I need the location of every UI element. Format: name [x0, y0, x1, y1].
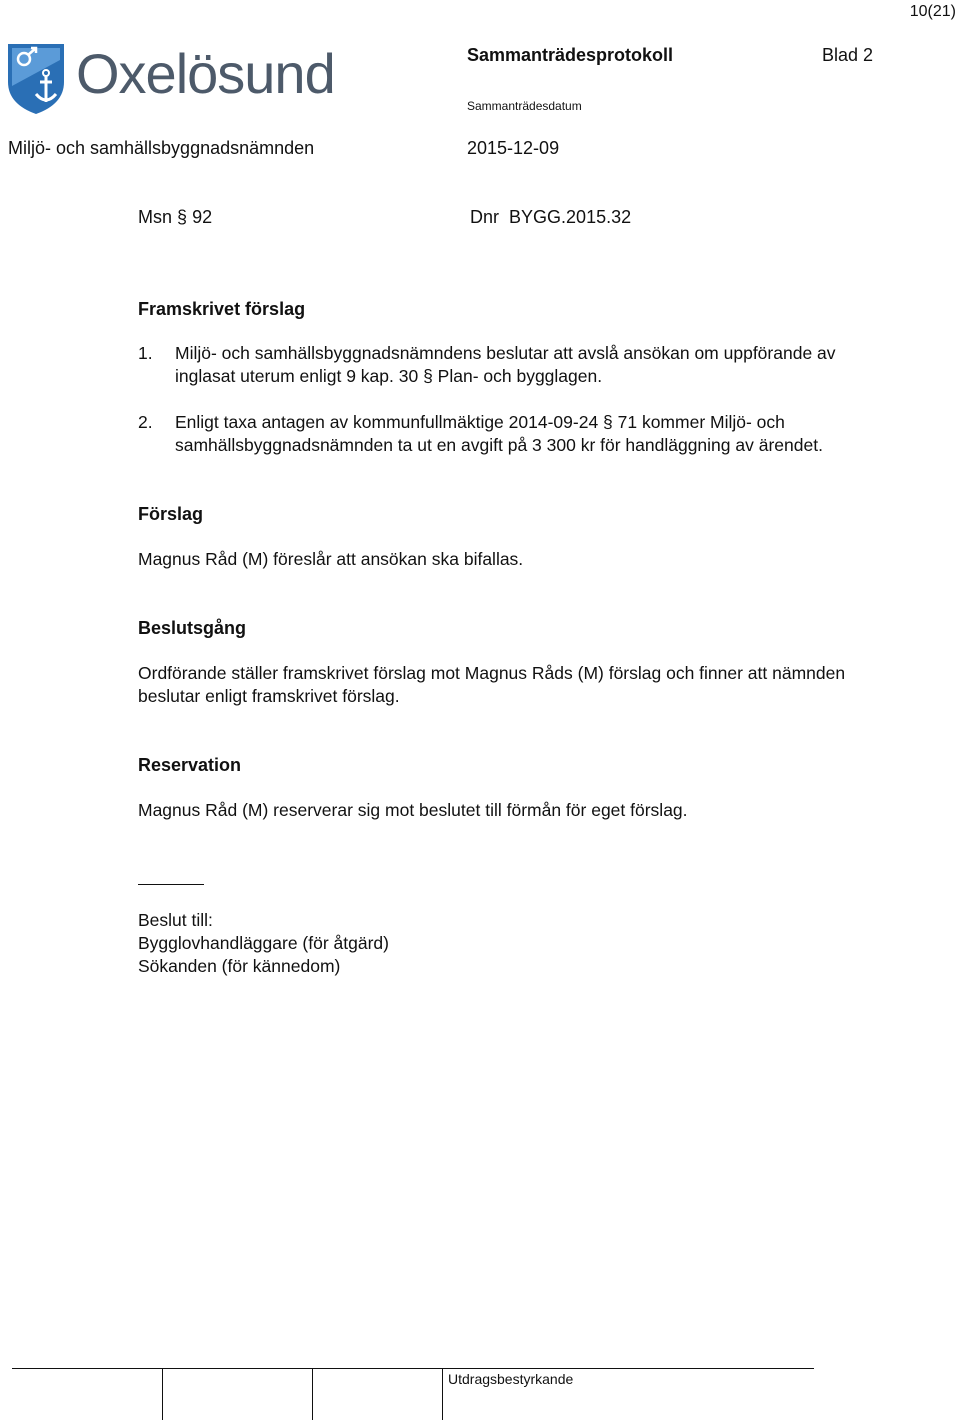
beslutsgang-heading: Beslutsgång — [138, 618, 247, 638]
signature-box — [162, 1368, 163, 1420]
list-item — [138, 342, 853, 388]
reservation-text: Magnus Råd (M) reserverar sig mot beslutet till förmån för eget förslag. — [138, 800, 688, 820]
framskrivet-list — [138, 342, 853, 457]
recipient-line: Sökanden (för kännedom) — [138, 956, 341, 976]
case-reference — [470, 207, 631, 228]
committee-name: Miljö- och samhällsbyggnadsnämnden — [8, 138, 315, 158]
meeting-date-label: Sammanträdesdatum — [467, 99, 582, 113]
beslutsgang-text: Ordförande ställer framskrivet förslag mot Magnus Råds (M) förslag och finner att nämnden beslutar enligt framskrivet förslag. — [138, 663, 846, 706]
sheet-number: Blad 2 — [822, 45, 874, 65]
list-item-number: 2. — [138, 412, 153, 432]
dnr-value: BYGG.2015.32 — [509, 207, 632, 227]
list-item-text: Miljö- och samhällsbyggnadsnämndens beslutar att avslå ansökan om uppförande av inglasat uterum enligt 9 kap. 30 § Plan- och bygglagen. — [175, 343, 836, 386]
protocol-body — [138, 298, 853, 978]
document-type: Sammanträdesprotokoll — [467, 45, 674, 65]
recipient-line: Bygglovhandläggare (för åtgärd) — [138, 933, 389, 953]
recipients-label: Beslut till: — [138, 910, 213, 930]
signature-box — [442, 1368, 443, 1420]
recipients — [138, 909, 853, 978]
coat-of-arms-icon — [6, 42, 66, 116]
list-item-text: Enligt taxa antagen av kommunfullmäktige 2014-09-24 § 71 kommer Miljö- och samhällsbyggnadsnämnden ta ut en avgift på 3 300 kr för handläggning av ärendet. — [175, 412, 823, 455]
logo-wordmark: Oxelösund — [76, 42, 335, 105]
forslag-text: Magnus Råd (M) föreslår att ansökan ska bifallas. — [138, 549, 524, 569]
list-item — [138, 411, 853, 457]
msn-prefix: Msn — [138, 207, 173, 227]
signature-box — [312, 1368, 313, 1420]
framskrivet-heading: Framskrivet förslag — [138, 299, 306, 319]
meeting-date: 2015-12-09 — [467, 138, 560, 158]
paragraph-sign: § — [177, 207, 188, 227]
page-number: 10(21) — [909, 3, 956, 20]
divider — [138, 884, 204, 885]
list-item-number: 1. — [138, 343, 153, 363]
footer-rule — [12, 1368, 814, 1369]
extract-certification-label: Utdragsbestyrkande — [448, 1371, 574, 1387]
reservation-heading: Reservation — [138, 755, 242, 775]
case-section-number — [138, 207, 212, 228]
msn-number: 92 — [192, 207, 213, 227]
forslag-heading: Förslag — [138, 504, 204, 524]
dnr-label: Dnr — [470, 207, 500, 227]
